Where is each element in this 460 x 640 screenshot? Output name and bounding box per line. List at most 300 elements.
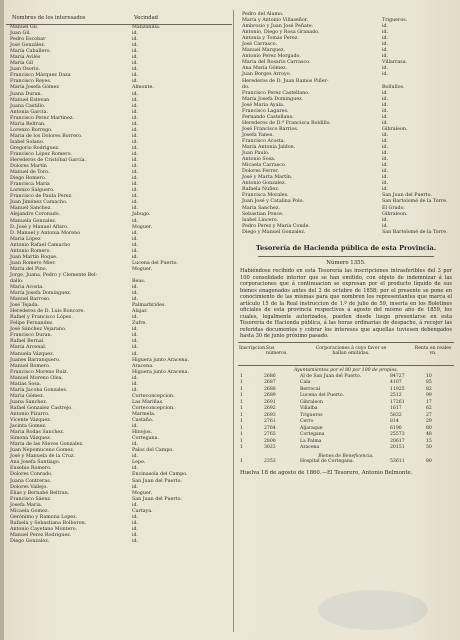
- corporation-name: Cortegana: [300, 432, 325, 438]
- inscription-count: 1: [240, 425, 243, 431]
- inscription-number: 2686: [264, 373, 276, 379]
- rent-reales: 5832: [390, 412, 402, 418]
- inscription-count: 1: [240, 406, 243, 412]
- place-name: id.: [132, 291, 139, 297]
- corporation-name: Trigueros: [300, 412, 323, 418]
- place-name: id.: [132, 538, 139, 544]
- person-name: Maria López: [10, 236, 41, 242]
- person-name: Diego y Manuel Gonzalez.: [242, 229, 306, 235]
- person-name: Diego Romero.: [10, 176, 47, 182]
- person-name: Herederos de D. Luis Boncore.: [10, 309, 85, 315]
- person-name: Francisca Morales.: [242, 193, 289, 199]
- person-name: Juan Jiménez Camacho.: [10, 200, 68, 206]
- place-name: id.: [132, 424, 139, 430]
- left-rows: [6, 25, 232, 545]
- corporation-name: Aljaraque: [300, 425, 323, 431]
- place-name: Palmarbrides.: [132, 303, 166, 309]
- person-name: Juan Gil.: [10, 31, 31, 37]
- place-name: id.: [132, 49, 139, 55]
- place-name: id.: [132, 55, 139, 61]
- person-name: Isabel Solano.: [10, 139, 45, 145]
- place-name: Marmela.: [132, 412, 156, 417]
- rent-reales: 6190: [390, 425, 402, 431]
- rent-cents: 99: [426, 393, 432, 399]
- rent-reales: 17261: [390, 399, 405, 405]
- place-name: id.: [132, 31, 139, 37]
- list-item: [6, 539, 232, 545]
- person-name: José González.: [10, 43, 46, 49]
- place-name: id.: [132, 61, 139, 67]
- place-name: id.: [132, 333, 139, 339]
- place-name: id.: [132, 145, 139, 151]
- corporation-name: Villalba: [300, 406, 318, 412]
- place-name: Moguer.: [132, 266, 153, 272]
- place-name: Moguer.: [132, 490, 153, 496]
- person-name: Gregorio Rodriguez.: [10, 145, 60, 151]
- person-name: Rafael Gonzalez Castrejo.: [10, 405, 73, 411]
- place-name: id.: [382, 30, 389, 36]
- person-name: Matías Sosa.: [10, 381, 42, 387]
- place-name: id.: [382, 217, 389, 223]
- place-name: id.: [132, 526, 139, 532]
- place-name: Palos del Campo.: [132, 448, 174, 454]
- inscription-number: 3023: [264, 445, 276, 451]
- place-name: id.: [132, 381, 139, 387]
- inscription-count: 1: [240, 412, 243, 418]
- place-name: id.: [382, 54, 389, 60]
- column-divider: [233, 10, 234, 632]
- corporation-name: Aracena: [300, 445, 320, 451]
- place-name: id.: [132, 206, 139, 212]
- person-name: José y Marta Martín.: [242, 175, 293, 181]
- place-name: Gibraleon.: [382, 126, 408, 132]
- place-name: Beas.: [132, 278, 146, 284]
- place-name: id.: [382, 175, 389, 181]
- place-name: id.: [132, 315, 139, 321]
- place-name: Encinasola del Campo.: [132, 472, 188, 478]
- person-name: Rafaela Núñez.: [242, 187, 280, 193]
- person-name: Maria Gómez.: [10, 393, 45, 399]
- inscription-number: 2800: [264, 438, 276, 444]
- place-name: id.: [132, 97, 139, 103]
- place-name: id.: [132, 514, 139, 520]
- header-names: Nombres de los interesados: [12, 15, 86, 21]
- person-name: do.: [242, 84, 250, 90]
- inscription-number: 2687: [264, 380, 276, 386]
- th-corporaciones: Corporaciones á cuyo favor se hallan emitidas.: [315, 346, 387, 357]
- person-name: Manuel Estevan: [10, 97, 50, 103]
- place-name: id.: [382, 24, 389, 30]
- person-name: María Caballero.: [10, 49, 51, 55]
- place-name: id.: [132, 285, 139, 291]
- person-name: Maria de las Nieves Gonzalez.: [10, 442, 84, 448]
- inscription-count: 1: [240, 393, 243, 399]
- rent-reales: 84727: [390, 373, 405, 379]
- person-name: Maria Acosta.: [10, 285, 44, 291]
- place-name: id.: [132, 43, 139, 49]
- rent-cents: 50: [426, 445, 432, 451]
- left-table-header: [6, 12, 232, 25]
- place-name: id.: [132, 121, 139, 127]
- place-name: id.: [382, 151, 389, 157]
- place-name: id.: [132, 37, 139, 43]
- place-name: Corteconcepcion.: [132, 393, 175, 399]
- person-name: Antonio Romero.: [10, 248, 51, 254]
- person-name: Juanes Barranquero.: [10, 357, 61, 363]
- person-name: Vicente Vázquez.: [10, 418, 52, 424]
- person-name: Juan Osorio.: [10, 67, 40, 73]
- place-name: id.: [132, 67, 139, 73]
- place-name: id.: [132, 454, 139, 460]
- person-name: D. José y Manuel Aflaro.: [10, 224, 69, 230]
- right-rows: [238, 12, 454, 236]
- subtitle-beneficencia: Bienes de Beneficencia.: [318, 453, 374, 459]
- person-name: Manuel de Toro.: [10, 170, 50, 176]
- place-name: San Juan del Puerto.: [382, 193, 432, 199]
- inscription-number: 2691: [264, 399, 276, 405]
- place-name: San Bartolomé de la Torre.: [382, 229, 448, 235]
- place-name: Gibraleon.: [382, 211, 408, 217]
- corporation-name: Hospital de Cortegana.: [300, 459, 355, 465]
- person-name: María Josefa Domínguez.: [10, 291, 72, 297]
- place-name: id.: [132, 339, 139, 345]
- library-stamp-watermark: [318, 590, 428, 630]
- person-name: Lorenzo Salguero.: [10, 188, 55, 194]
- person-name: dallo.: [10, 278, 24, 284]
- rent-cents: 29: [426, 419, 432, 425]
- person-name: María Arcenal.: [10, 345, 47, 351]
- person-name: Francisco López Romero.: [10, 151, 72, 157]
- place-name: Higuera junto Aracena.: [132, 369, 190, 375]
- place-name: id.: [132, 532, 139, 538]
- person-name: Eusebio Romero.: [10, 466, 52, 472]
- place-name: id.: [132, 502, 139, 508]
- place-name: id.: [132, 230, 139, 236]
- place-name: id.: [132, 375, 139, 381]
- page-binding-edge: [0, 0, 4, 640]
- list-item: [238, 230, 454, 236]
- person-name: Maria de los Dolores Borrero.: [10, 133, 83, 139]
- inscription-number: 2765: [264, 432, 276, 438]
- inscription-number: 2764: [264, 425, 276, 431]
- place-name: Villarrasa.: [382, 60, 408, 66]
- place-name: id.: [132, 327, 139, 333]
- signature-line: Huelva 18 de agosto de 1860.—El Tesorero, Antonio Belmonte.: [240, 469, 413, 476]
- place-name: Cartaya.: [132, 508, 153, 514]
- person-name: Felipe Fernandez.: [10, 321, 54, 327]
- rent-reales: 1617: [390, 406, 402, 412]
- person-name: Maria Sanchez.: [242, 205, 280, 211]
- inscription-number: 2692: [264, 406, 276, 412]
- place-name: Alajar.: [132, 309, 148, 315]
- place-name: Las Mariñas.: [132, 399, 164, 405]
- place-name: id.: [132, 466, 139, 472]
- corporation-name: La Palma: [300, 438, 322, 444]
- person-name: Lorenzo Borrego.: [10, 127, 53, 133]
- corporation-name: Gibraleon: [300, 399, 323, 405]
- place-name: id.: [132, 182, 139, 188]
- person-name: Dolores Martín: [10, 164, 47, 170]
- person-name: María Avilés: [10, 55, 41, 61]
- person-name: Francisco de Paula Perez.: [10, 194, 73, 200]
- corporation-name: Cerro: [300, 419, 314, 425]
- person-name: José Francisco Barrios.: [242, 126, 299, 132]
- inscription-count: 1: [240, 459, 243, 465]
- person-name: Francisco Perez Martinez.: [10, 115, 74, 121]
- person-name: Jacinta Gomez.: [10, 424, 47, 430]
- rent-cents: 80: [426, 459, 432, 465]
- person-name: María Gil: [10, 61, 33, 67]
- rent-reales: 20151: [390, 445, 405, 451]
- person-name: Juana Contreras.: [10, 478, 52, 484]
- person-name: Dolores Vallejo.: [10, 484, 48, 490]
- person-name: María Jacoba Gonzales.: [10, 387, 68, 393]
- place-name: Cortegana.: [132, 436, 160, 442]
- person-name: Pedro Perez y María Conde.: [242, 223, 310, 229]
- inscription-count: 1: [240, 419, 243, 425]
- person-name: Antonio Gonzalez.: [242, 181, 287, 187]
- place-name: id.: [132, 345, 139, 351]
- notice-paragraph: Habiéndose recibido en esta Tesorería las inscripciones intrasferibles del 3 por 100 consolidado interior que se han emitido, con objeto de indemnizar á las corporaciones que á continuacion se expresan por el producto líquido de sus bienes enagenados antes del 2 de octubre de 1858; por el presente se pone en conocimiento de las mismas para que nombren los representantes que marca el artículo 15 de la Real instruccion de 1.º de julio de 59, inserta en los Boletines oficiales de esta provincia respectivos á agosto del mismo año de 1859, los cuales, legalmente autorizados, pueden desde luego presentarse en esta Tesorería de Hacienda pública, á las horas ordinarias de despacho, á recojer las referidas documentos y cobrar los intereses que aquellas tuviesen debengados hasta 30 de junio próximo pasado.: [240, 268, 452, 339]
- place-name: id.: [382, 36, 389, 42]
- person-name: D. Manuel y Antonia Moreno: [10, 230, 81, 236]
- person-name: Francisco Moreno Ruiz.: [10, 369, 69, 375]
- person-name: María Josefa Gómez: [10, 85, 59, 91]
- rent-reales: 2512: [390, 393, 402, 399]
- person-name: Rafaela y Sebastiana Bolboron.: [10, 520, 87, 526]
- place-name: id.: [132, 387, 139, 393]
- person-name: Manuel Sanchez.: [10, 206, 52, 212]
- right-column: [238, 12, 454, 477]
- place-name: id.: [382, 120, 389, 126]
- person-name: José Sánchez Vejarano.: [10, 327, 67, 333]
- person-name: José Tejada.: [10, 303, 40, 309]
- place-name: id.: [132, 158, 139, 164]
- subtitle-ayuntamientos: Ayuntamientos por el 80 por 100 de propios.: [293, 368, 399, 374]
- person-name: Manuel Moreno Olea.: [10, 375, 63, 381]
- notice-number: Número 1355.: [326, 260, 366, 267]
- place-name: id.: [132, 442, 139, 448]
- person-name: Diego Gonzalez.: [10, 538, 50, 544]
- place-name: id.: [132, 103, 139, 109]
- place-name: id.: [382, 223, 389, 229]
- person-name: Antonia García.: [10, 109, 48, 115]
- rent-cents: 17: [426, 399, 432, 405]
- place-name: San Juan del Puerto.: [132, 478, 182, 484]
- rent-cents: 62: [426, 406, 432, 412]
- person-name: Juan Nepomuceno Gomez.: [10, 448, 75, 454]
- person-name: Juan Borges Arroyo.: [242, 72, 292, 78]
- rent-reales: 4107: [390, 380, 402, 386]
- person-name: María y Antonio Villaseñor.: [242, 18, 309, 24]
- place-name: San Bartolomé de la Torre.: [382, 199, 448, 205]
- inscription-count: 1: [240, 380, 243, 386]
- place-name: id.: [132, 115, 139, 121]
- person-name: Herederos de D. Juan Ramos Piñer-: [242, 78, 329, 84]
- person-name: Antonio Cayetano Montero.: [10, 526, 78, 532]
- person-name: José Maria Ayala.: [242, 102, 285, 108]
- place-name: Manzanilla.: [132, 25, 161, 30]
- person-name: Manuel Marquez.: [242, 48, 285, 54]
- place-name: Higuera junto Aracena.: [132, 357, 190, 363]
- th-renta: Renta en reales vn.: [414, 346, 452, 357]
- header-place: Vecindad: [134, 15, 158, 21]
- place-name: Corteconcepcion.: [132, 405, 175, 411]
- person-name: Antonio, Diego y Rosa Granado.: [242, 30, 320, 36]
- place-name: id.: [132, 133, 139, 139]
- rent-cents: 85: [426, 380, 432, 386]
- inscription-table-header: [238, 342, 454, 366]
- place-name: id.: [382, 90, 389, 96]
- person-name: Manuela Vázquez.: [10, 351, 55, 357]
- person-name: Francisco Perez Castellano.: [242, 90, 310, 96]
- place-name: Moguer.: [132, 224, 153, 230]
- place-name: id.: [382, 157, 389, 163]
- person-name: Francisco Lagares.: [242, 108, 289, 114]
- person-name: Manuela Gonzalez.: [10, 218, 57, 224]
- person-name: Gerónimo y Ramona Lopez.: [10, 514, 78, 520]
- person-name: Francisco Reyes.: [10, 79, 52, 85]
- place-name: Lepe.: [132, 460, 146, 466]
- place-name: Castaño.: [132, 418, 154, 424]
- place-name: id.: [132, 79, 139, 85]
- corporation-name: Al de San Juan del Puerto.: [300, 373, 362, 379]
- rent-cents: 48: [426, 432, 432, 438]
- short-rule: [258, 256, 434, 257]
- place-name: id.: [132, 236, 139, 242]
- person-name: Rafael Bernal.: [10, 339, 45, 345]
- place-name: id.: [132, 254, 139, 260]
- person-name: Herederos de Cristóbal García.: [10, 158, 87, 164]
- place-name: Lucena del Puerto.: [132, 260, 178, 266]
- th-numeros: Sus números.: [266, 346, 288, 357]
- beneficencia-table: [238, 459, 454, 466]
- person-name: Alejandro Coronado.: [10, 212, 61, 218]
- person-name: Antonio Sosa.: [242, 157, 276, 163]
- left-column: [6, 12, 232, 545]
- person-name: Antonio Pizarro.: [10, 412, 50, 417]
- place-name: id.: [132, 242, 139, 248]
- person-name: Juana Sanchez.: [10, 399, 48, 405]
- place-name: id.: [382, 163, 389, 169]
- person-name: Francisca Maria: [10, 182, 50, 188]
- person-name: Francisco Márquez Daza: [10, 73, 71, 79]
- inscription-count: 1: [240, 445, 243, 451]
- person-name: Dolores Ferrer.: [242, 169, 279, 175]
- place-name: id.: [382, 66, 389, 72]
- person-name: Jorge, Juana, Pedro y Clemente Bel-: [10, 272, 98, 278]
- person-name: Maria del Rosario Carrasco.: [242, 60, 311, 66]
- person-name: Pedro Escobar: [10, 37, 46, 43]
- place-name: El Grado.: [382, 205, 405, 211]
- corporation-name: Lucena del Puerto.: [300, 393, 345, 399]
- place-name: id.: [132, 151, 139, 157]
- rent-reales: 53611: [390, 459, 405, 465]
- place-name: id.: [382, 72, 389, 78]
- place-name: id.: [382, 145, 389, 151]
- ayuntamientos-table: [238, 374, 454, 452]
- rent-cents: 82: [426, 386, 432, 392]
- person-name: Elias y Bernabé Beltran.: [10, 490, 70, 496]
- person-name: Isabel Lincero.: [242, 217, 279, 223]
- place-name: Bollullos.: [382, 84, 405, 90]
- place-name: id.: [132, 351, 139, 357]
- corporation-name: Berrocal: [300, 386, 321, 392]
- rent-reales: 814: [390, 419, 399, 425]
- person-name: Ana Josefa Santiago.: [10, 460, 61, 466]
- place-name: id.: [132, 218, 139, 224]
- place-name: id.: [382, 42, 389, 48]
- place-name: id.: [382, 132, 389, 138]
- place-name: Aracena.: [132, 363, 154, 369]
- place-name: id.: [382, 108, 389, 114]
- notice-title: Tesorería de Hacienda pública de esta Provincia.: [255, 243, 437, 252]
- person-name: José Carrasco.: [242, 42, 278, 48]
- rent-cents: 15: [426, 438, 432, 444]
- place-name: id.: [132, 91, 139, 97]
- person-name: Francisco Acosta.: [242, 138, 286, 144]
- person-name: María Josefa Dominguez.: [242, 96, 304, 102]
- place-name: id.: [382, 169, 389, 175]
- person-name: Juana Castillo.: [10, 103, 46, 109]
- place-name: id.: [382, 187, 389, 193]
- person-name: Dolores Conrado.: [10, 472, 53, 478]
- person-name: Ana María Gómez.: [242, 66, 288, 72]
- inscription-number: 2688: [264, 386, 276, 392]
- person-name: Manuel Gil.: [10, 25, 39, 30]
- place-name: id.: [382, 102, 389, 108]
- place-name: id.: [132, 109, 139, 115]
- place-name: id.: [132, 297, 139, 303]
- person-name: Antonio Perez Morgado.: [242, 54, 301, 60]
- person-name: Simona Vázquez.: [10, 436, 52, 442]
- inscription-count: 1: [240, 432, 243, 438]
- inscription-number: 2761: [264, 419, 276, 425]
- person-name: Juan Martín Roque.: [10, 254, 58, 260]
- place-name: id.: [132, 188, 139, 194]
- person-name: Fernando Castellano.: [242, 114, 294, 120]
- person-name: Juan José y Catalina Polo.: [242, 199, 305, 205]
- person-name: Herederos de D.ª Francisca Boldillo.: [242, 120, 331, 126]
- place-name: id.: [132, 484, 139, 490]
- inscription-number: 2353: [264, 459, 276, 465]
- person-name: Manuel Perez Rodriguez.: [10, 532, 72, 538]
- person-name: Francisco Duran.: [10, 333, 53, 339]
- person-name: Manuel Romero.: [10, 363, 51, 369]
- place-name: Trigueros.: [382, 18, 408, 24]
- rent-cents: 80: [426, 425, 432, 431]
- place-name: id.: [132, 248, 139, 254]
- place-name: Hinojos.: [132, 430, 153, 436]
- place-name: id.: [132, 200, 139, 206]
- place-name: id.: [382, 181, 389, 187]
- inscription-number: 2689: [264, 393, 276, 399]
- th-inscripcion: Inscripcion.: [239, 346, 267, 352]
- place-name: id.: [382, 96, 389, 102]
- place-name: id.: [132, 176, 139, 182]
- place-name: Jabugo.: [132, 212, 151, 218]
- table-row: [238, 459, 454, 466]
- rent-reales: 25573: [390, 432, 405, 438]
- person-name: Micaela Carrasco.: [242, 163, 287, 169]
- person-name: Ambrosio y Juan José Peñate.: [242, 24, 314, 30]
- inscription-count: 1: [240, 438, 243, 444]
- place-name: San Juan del Puerto.: [132, 496, 182, 502]
- rent-cents: 27: [426, 412, 432, 418]
- person-name: María Antonia Jaldon.: [242, 145, 296, 151]
- person-name: Josefa Yanes.: [242, 132, 274, 138]
- place-name: id.: [382, 138, 389, 144]
